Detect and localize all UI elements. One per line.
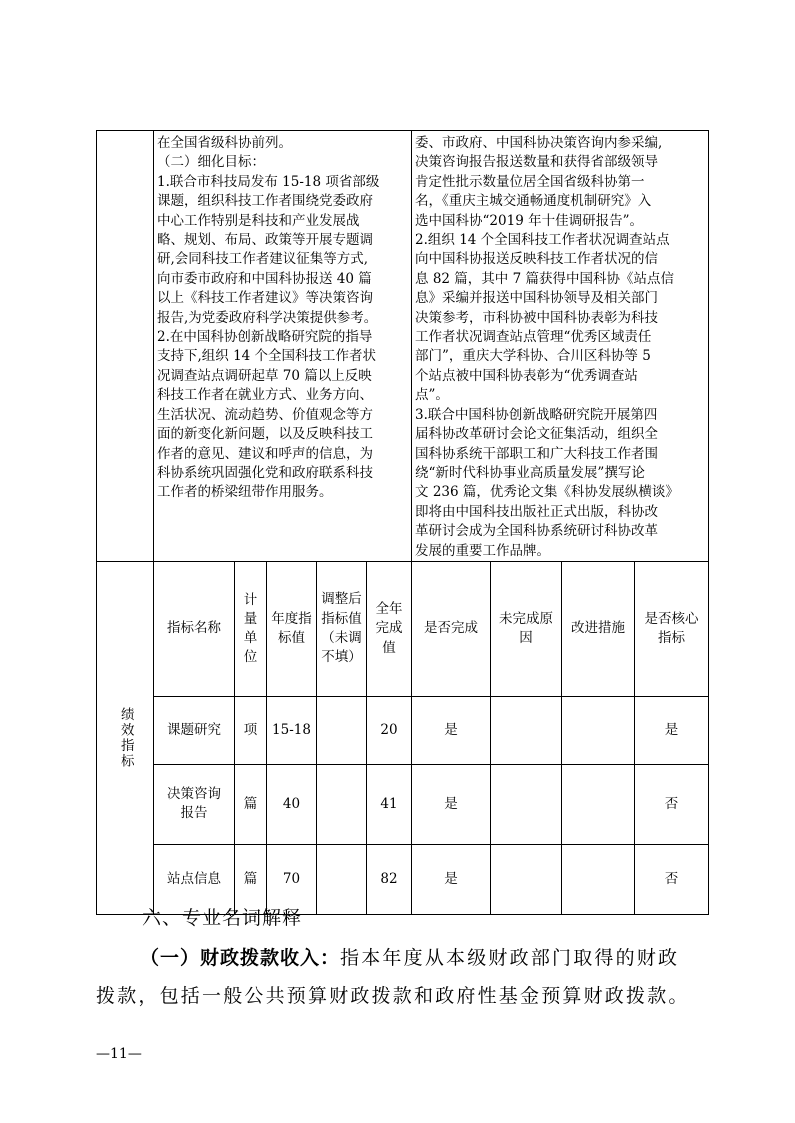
text-line: 生活状况、流动趋势、价值观念等方	[157, 406, 373, 423]
text-line: 2.组织 14 个全国科技工作者状况调查站点	[415, 232, 670, 249]
goals-target-lines	[157, 134, 409, 503]
row-done: 是	[412, 764, 491, 844]
row-done: 是	[412, 696, 491, 764]
perf-header-row	[97, 561, 709, 696]
header-reason: 未完成原因	[491, 561, 562, 696]
text-line: 在全国省级科协前列。	[157, 135, 292, 151]
text-line: 委、市政府、中国科协决策咨询内参采编,	[415, 135, 663, 151]
header-name: 指标名称	[154, 561, 235, 696]
row-adjusted	[317, 844, 367, 914]
table-row	[97, 764, 709, 844]
row-adjusted	[317, 696, 367, 764]
text-line: 肯定性批示数量位居全国省级科协第一	[415, 173, 645, 190]
text-line: 略、规划、布局、政策等开展专题调	[157, 232, 373, 249]
row-target: 70	[267, 844, 317, 914]
row-done: 是	[412, 844, 491, 914]
row-actual: 41	[367, 764, 412, 844]
text-line: 决策参考，市科协被中国科协表彰为科技	[415, 309, 659, 326]
text-line: 课题，组织科技工作者围绕党委政府	[157, 193, 373, 210]
text-line: 向市委市政府和中国科协报送 40 篇	[157, 270, 372, 287]
row-target: 40	[267, 764, 317, 844]
goals-result-lines	[415, 134, 706, 561]
text-line: 国科协系统干部职工和广大科技工作者围	[415, 445, 659, 462]
row-unit: 篇	[235, 764, 267, 844]
text-line: （二）细化目标：	[157, 154, 265, 171]
text-line: 科协系统巩固强化党和政府联系科技	[157, 464, 373, 481]
perf-section-label-cell	[97, 561, 154, 914]
row-core: 否	[635, 764, 709, 844]
header-core: 是否核心指标	[635, 561, 709, 696]
definition-line-2: 拨款，包括一般公共预算财政拨款和政府性基金预算财政拨款。	[96, 985, 690, 1007]
row-name: 课题研究	[154, 696, 235, 764]
definition-line-1	[96, 939, 708, 977]
text-line: 文 236 篇，优秀论文集《科协发展纵横谈》	[415, 484, 679, 501]
text-line: 绕“新时代科协事业高质量发展”撰写论	[415, 464, 645, 481]
text-line: 决策咨询报告报送数量和获得省部级领导	[415, 154, 659, 171]
row-unit: 篇	[235, 844, 267, 914]
header-measures: 改进措施	[562, 561, 635, 696]
text-line: 以上《科技工作者建议》等决策咨询	[157, 290, 373, 307]
text-line: 发展的重要工作品牌。	[415, 542, 551, 559]
row-reason	[491, 844, 562, 914]
text-line: 支持下,组织 14 个全国科技工作者状	[157, 348, 377, 365]
row-core: 否	[635, 844, 709, 914]
header-actual: 全年完成值	[367, 561, 412, 696]
goals-label-cell	[97, 131, 154, 562]
text-line: 息 82 篇，其中 7 篇获得中国科协《站点信	[415, 270, 674, 287]
row-reason	[491, 696, 562, 764]
row-measures	[562, 696, 635, 764]
definition-text-1: 指本年度从本级财政部门取得的财政	[340, 947, 680, 969]
header-done: 是否完成	[412, 561, 491, 696]
text-line: 中心工作特别是科技和产业发展战	[157, 212, 360, 229]
header-target: 年度指标值	[267, 561, 317, 696]
text-line: 向中国科协报送反映科技工作者状况的信	[415, 251, 659, 268]
page-number: —11—	[96, 1046, 142, 1062]
text-line: 况调查站点调研起草 70 篇以上反映	[157, 367, 372, 384]
text-line: 研,会同科技工作者建议征集等方式,	[157, 251, 369, 268]
row-measures	[562, 764, 635, 844]
section-heading: 六、专业名词解释	[142, 907, 303, 929]
text-line: 1.联合市科技局发布 15-18 项省部级	[157, 173, 380, 190]
goals-row	[97, 131, 709, 562]
text-line: 点”。	[415, 387, 449, 404]
row-measures	[562, 844, 635, 914]
row-name: 站点信息	[154, 844, 235, 914]
text-line: 即将由中国科技出版社正式出版，科协改	[415, 503, 659, 520]
row-reason	[491, 764, 562, 844]
perf-section-label: 绩效指标	[117, 706, 134, 769]
text-line: 名，《重庆主城交通畅通度机制研究》入	[415, 193, 652, 210]
performance-table	[96, 130, 709, 915]
row-target: 15-18	[267, 696, 317, 764]
definition-paragraph	[96, 939, 708, 1015]
text-line: 3.联合中国科协创新战略研究院开展第四	[415, 406, 658, 423]
row-actual: 20	[367, 696, 412, 764]
header-unit: 计量单位	[235, 561, 267, 696]
text-line: 面的新变化新问题，以及反映科技工	[157, 426, 373, 443]
text-line: 届科协改革研讨会论文征集活动，组织全	[415, 426, 659, 443]
goals-target-text	[154, 131, 412, 562]
text-line: 革研讨会成为全国科协系统研讨科协改革	[415, 523, 659, 540]
table-row	[97, 696, 709, 764]
row-name: 决策咨询报告	[154, 764, 235, 844]
term-label: （一）财政拨款收入：	[140, 947, 341, 969]
text-line: 选中国科协“2019 年十佳调研报告”。	[415, 212, 643, 229]
row-core: 是	[635, 696, 709, 764]
text-line: 报告,为党委政府科学决策提供参考。	[157, 309, 378, 326]
text-line: 工作者的桥梁纽带作用服务。	[157, 484, 333, 501]
text-line: 部门”，重庆大学科协、合川区科协等 5	[415, 348, 651, 365]
text-line: 2.在中国科协创新战略研究院的指导	[157, 329, 373, 346]
row-actual: 82	[367, 844, 412, 914]
header-adjusted: 调整后指标值（未调不填）	[317, 561, 367, 696]
text-line: 工作者状况调查站点管理“优秀区域责任	[415, 329, 652, 346]
text-line: 个站点被中国科协表彰为“优秀调查站	[415, 367, 638, 384]
row-adjusted	[317, 764, 367, 844]
text-line: 息》采编并报送中国科协领导及相关部门	[415, 290, 659, 307]
text-line: 作者的意见、建议和呼声的信息，为	[157, 445, 373, 462]
goals-result-text	[412, 131, 709, 562]
row-unit: 项	[235, 696, 267, 764]
text-line: 科技工作者在就业方式、业务方向、	[157, 387, 373, 404]
